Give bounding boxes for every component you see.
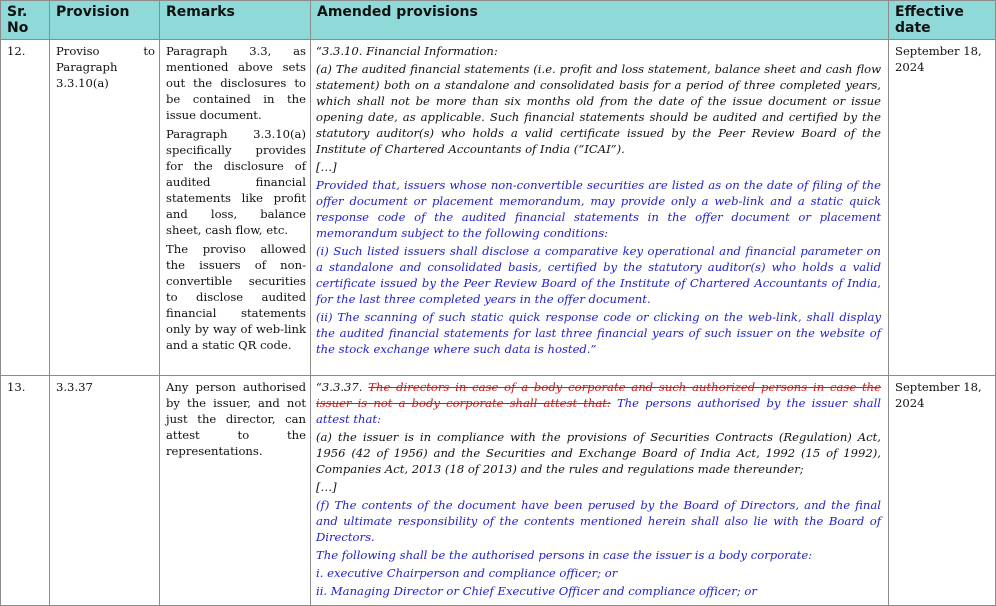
ellipsis: […] <box>316 160 337 174</box>
inserted-paragraph: The following shall be the authorised persons in case the issuer is a body corporate: <box>316 548 813 562</box>
provision-text: Paragraph 3.3.10(a) <box>56 60 118 90</box>
header-sr-no: Sr. No <box>1 1 50 40</box>
table-row <box>1 376 996 606</box>
remarks-cell <box>160 376 311 606</box>
inserted-list-item: i. executive Chairperson and compliance officer; or <box>316 566 618 580</box>
amended-paragraph: (a) The audited financial statements (i.e. profit and loss statement, balance sheet and cash flow statement) both on a standalone and consolidated basis for a period of three completed years, which shall not be more than six months old from the date of the issue document or issue opening date, as applicable. Such financial statements should be audited and certified by the statutory auditor(s) who holds a valid certificate issued by the Peer Review Board of the Institute of Chartered Accountants of India (“ICAI”). <box>316 62 881 156</box>
amended-provisions-cell <box>311 376 889 606</box>
provision-cell <box>50 40 160 376</box>
amended-heading: “3.3.10. Financial Information: <box>316 44 498 58</box>
effective-date: September 18, 2024 <box>889 40 996 376</box>
remarks-paragraph: Paragraph 3.3.10(a) specifically provides for the disclosure of audited financial statements like profit and loss, balance sheet, cash flow, etc. <box>166 127 306 237</box>
header-effective-date: Effective date <box>889 1 996 40</box>
remarks-paragraph: Any person authorised by the issuer, and not just the director, can attest to the representations. <box>166 380 306 458</box>
effective-date: September 18, 2024 <box>889 376 996 606</box>
inserted-list-item: ii. Managing Director or Chief Executive Officer and compliance officer; or <box>316 584 757 598</box>
remarks-cell <box>160 40 311 376</box>
inserted-text: The persons authorised by the issuer shall attest that: <box>316 396 881 426</box>
amended-prefix: “3.3.37. <box>316 380 369 394</box>
provision-text: to <box>143 44 155 58</box>
ellipsis: […] <box>316 480 337 494</box>
inserted-condition: (i) Such listed issuers shall disclose a comparative key operational and financial parameter on a standalone and consolidated basis, certified by the statutory auditor(s) who holds a valid certificate issued by the Peer Review Board of the Institute of Chartered Accountants of India, for the last three completed years in the offer document. <box>316 244 881 306</box>
sr-number: 13. <box>1 376 50 606</box>
header-provision: Provision <box>50 1 160 40</box>
amended-heading <box>316 379 881 427</box>
remarks-paragraph: The proviso allowed the issuers of non-convertible securities to disclose audited financial statements only by way of web-link and a static QR code. <box>166 242 306 352</box>
header-amended-provisions: Amended provisions <box>311 1 889 40</box>
inserted-condition: (ii) The scanning of such static quick response code or clicking on the web-link, shall display the audited financial statements for last three financial years of such issuer on the website of the stock exchange where such data is hosted.” <box>316 310 881 356</box>
header-remarks: Remarks <box>160 1 311 40</box>
table-header-row <box>1 1 996 40</box>
remarks-paragraph: Paragraph 3.3, as mentioned above sets out the disclosures to be contained in the issue document. <box>166 44 306 122</box>
deleted-text: The directors in case of a body corporate and such authorized persons in case the issuer is not a body corporate shall attest that: <box>316 380 881 410</box>
inserted-paragraph: (f) The contents of the document have been perused by the Board of Directors, and the final and ultimate responsibility of the contents mentioned herein shall also lie with the Board of Directors. <box>316 498 881 544</box>
table-row <box>1 40 996 376</box>
sr-number: 12. <box>1 40 50 376</box>
inserted-proviso: Provided that, issuers whose non-convertible securities are listed as on the date of filing of the offer document or placement memorandum, may provide only a web-link and a static quick response code of the audited financial statements in the offer document or placement memorandum subject to the following conditions: <box>316 178 881 240</box>
amended-provisions-cell <box>311 40 889 376</box>
amended-paragraph: (a) the issuer is in compliance with the provisions of Securities Contracts (Regulation) Act, 1956 (42 of 1956) and the Securities and Exchange Board of India Act, 1992 (15 of 1992), Companies Act, 2013 (18 of 2013) and the rules and regulations made thereunder; <box>316 430 881 476</box>
provision-text: Proviso <box>56 44 100 58</box>
provision-cell: 3.3.37 <box>50 376 160 606</box>
